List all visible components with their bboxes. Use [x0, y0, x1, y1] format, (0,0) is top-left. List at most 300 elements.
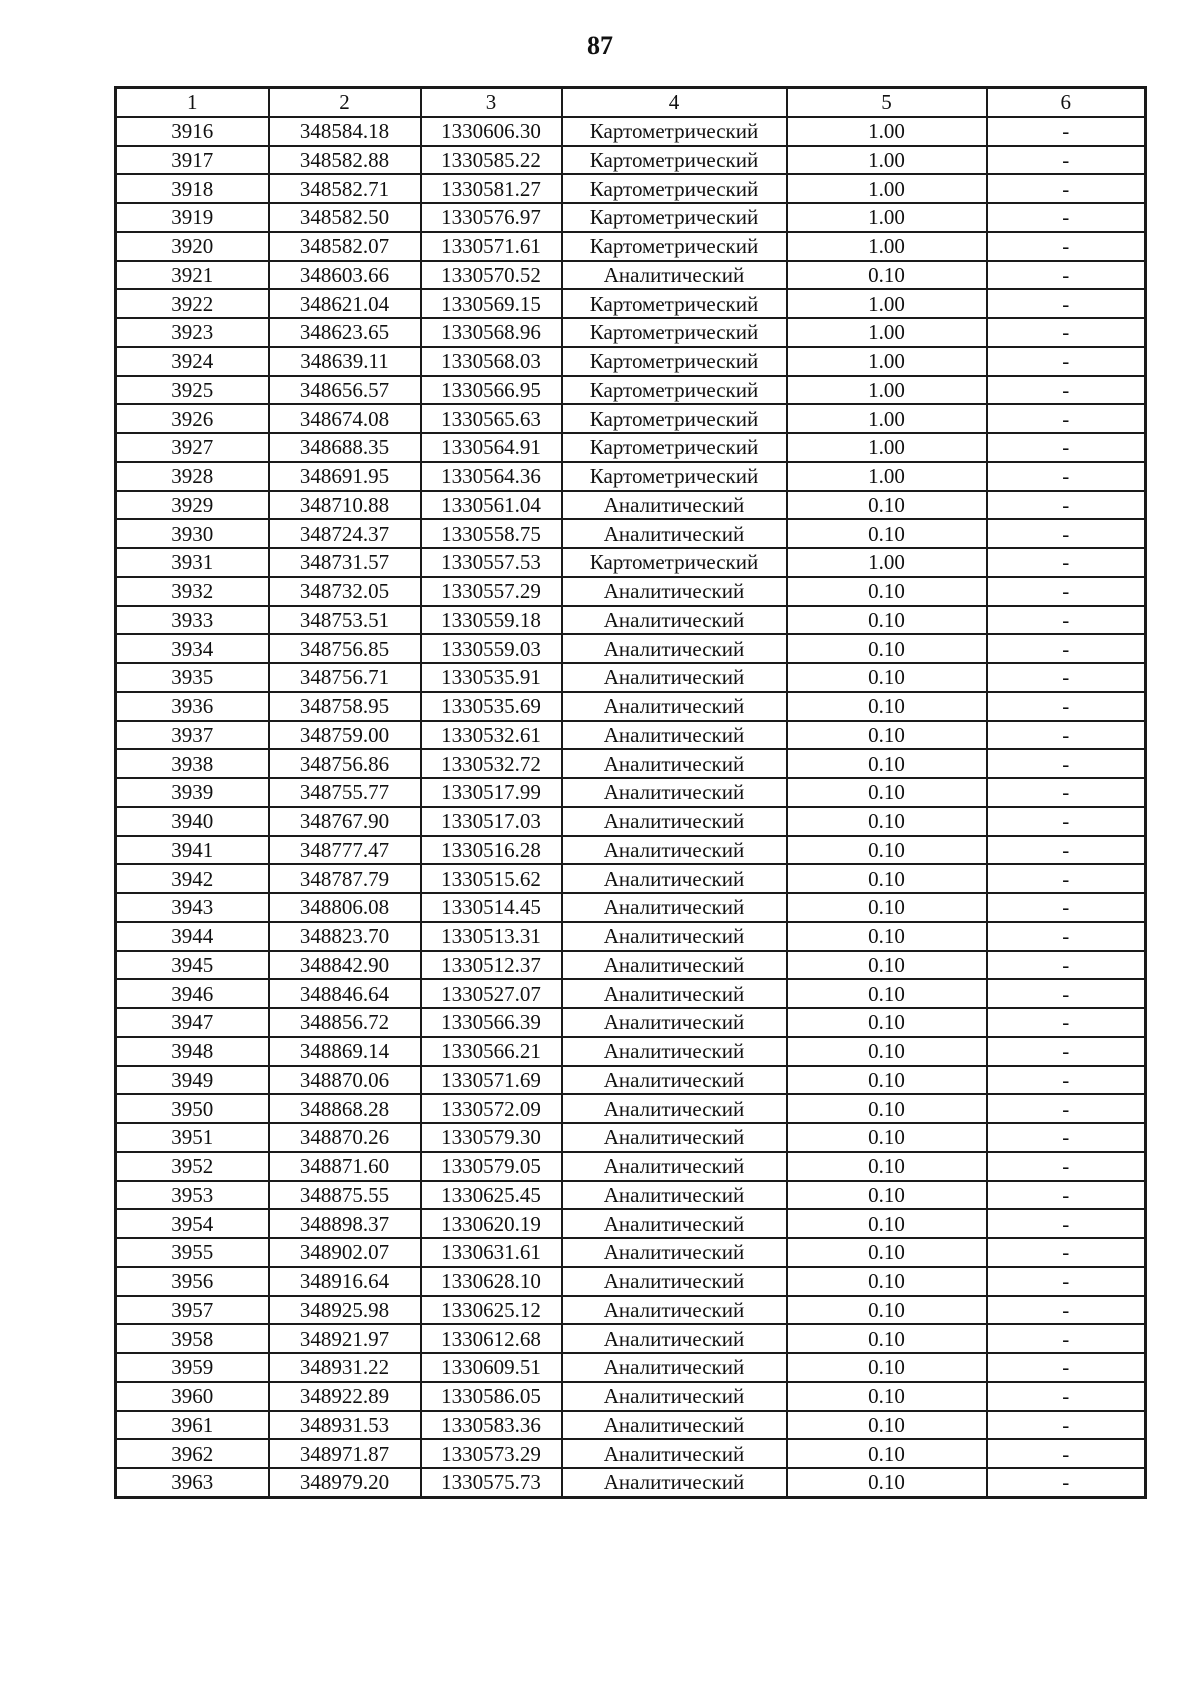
method-cell: Картометрический	[562, 347, 787, 376]
x-coordinate-cell: 348755.77	[269, 778, 421, 807]
y-coordinate-cell: 1330513.31	[421, 922, 562, 951]
method-cell: Аналитический	[562, 1267, 787, 1296]
column-header: 6	[987, 88, 1146, 117]
x-coordinate-cell: 348582.07	[269, 232, 421, 261]
table-row	[116, 376, 1146, 405]
table-row	[116, 1324, 1146, 1353]
note-cell: -	[987, 347, 1146, 376]
accuracy-cell: 1.00	[787, 404, 987, 433]
point-number-cell: 3934	[116, 634, 269, 663]
method-cell: Аналитический	[562, 261, 787, 290]
accuracy-cell: 0.10	[787, 519, 987, 548]
method-cell: Аналитический	[562, 577, 787, 606]
accuracy-cell: 1.00	[787, 376, 987, 405]
note-cell: -	[987, 1066, 1146, 1095]
point-number-cell: 3935	[116, 663, 269, 692]
note-cell: -	[987, 1439, 1146, 1468]
method-cell: Аналитический	[562, 1382, 787, 1411]
table-body	[116, 117, 1146, 1498]
table-header-row	[116, 88, 1146, 117]
y-coordinate-cell: 1330572.09	[421, 1094, 562, 1123]
method-cell: Аналитический	[562, 491, 787, 520]
accuracy-cell: 1.00	[787, 318, 987, 347]
x-coordinate-cell: 348756.71	[269, 663, 421, 692]
table-row	[116, 1209, 1146, 1238]
table-row	[116, 577, 1146, 606]
method-cell: Аналитический	[562, 893, 787, 922]
y-coordinate-cell: 1330575.73	[421, 1468, 562, 1497]
note-cell: -	[987, 922, 1146, 951]
column-header: 2	[269, 88, 421, 117]
x-coordinate-cell: 348871.60	[269, 1152, 421, 1181]
note-cell: -	[987, 1267, 1146, 1296]
method-cell: Картометрический	[562, 289, 787, 318]
method-cell: Аналитический	[562, 634, 787, 663]
x-coordinate-cell: 348856.72	[269, 1008, 421, 1037]
note-cell: -	[987, 318, 1146, 347]
point-number-cell: 3961	[116, 1411, 269, 1440]
note-cell: -	[987, 289, 1146, 318]
x-coordinate-cell: 348870.26	[269, 1123, 421, 1152]
y-coordinate-cell: 1330532.61	[421, 721, 562, 750]
table-row	[116, 548, 1146, 577]
method-cell: Аналитический	[562, 951, 787, 980]
x-coordinate-cell: 348846.64	[269, 979, 421, 1008]
table-row	[116, 1382, 1146, 1411]
method-cell: Аналитический	[562, 864, 787, 893]
method-cell: Картометрический	[562, 376, 787, 405]
y-coordinate-cell: 1330579.05	[421, 1152, 562, 1181]
y-coordinate-cell: 1330566.95	[421, 376, 562, 405]
note-cell: -	[987, 606, 1146, 635]
x-coordinate-cell: 348639.11	[269, 347, 421, 376]
method-cell: Аналитический	[562, 606, 787, 635]
table-row	[116, 318, 1146, 347]
note-cell: -	[987, 951, 1146, 980]
point-number-cell: 3943	[116, 893, 269, 922]
accuracy-cell: 1.00	[787, 462, 987, 491]
accuracy-cell: 0.10	[787, 606, 987, 635]
point-number-cell: 3942	[116, 864, 269, 893]
x-coordinate-cell: 348931.22	[269, 1353, 421, 1382]
method-cell: Аналитический	[562, 1066, 787, 1095]
point-number-cell: 3930	[116, 519, 269, 548]
method-cell: Аналитический	[562, 692, 787, 721]
note-cell: -	[987, 491, 1146, 520]
point-number-cell: 3929	[116, 491, 269, 520]
table-row	[116, 117, 1146, 146]
point-number-cell: 3936	[116, 692, 269, 721]
accuracy-cell: 0.10	[787, 807, 987, 836]
note-cell: -	[987, 1209, 1146, 1238]
x-coordinate-cell: 348674.08	[269, 404, 421, 433]
method-cell: Аналитический	[562, 1037, 787, 1066]
note-cell: -	[987, 1411, 1146, 1440]
table-row	[116, 979, 1146, 1008]
point-number-cell: 3916	[116, 117, 269, 146]
table-row	[116, 1094, 1146, 1123]
accuracy-cell: 0.10	[787, 778, 987, 807]
accuracy-cell: 1.00	[787, 117, 987, 146]
table-row	[116, 519, 1146, 548]
note-cell: -	[987, 117, 1146, 146]
point-number-cell: 3950	[116, 1094, 269, 1123]
note-cell: -	[987, 979, 1146, 1008]
accuracy-cell: 0.10	[787, 893, 987, 922]
point-number-cell: 3918	[116, 174, 269, 203]
point-number-cell: 3948	[116, 1037, 269, 1066]
method-cell: Аналитический	[562, 778, 787, 807]
x-coordinate-cell: 348916.64	[269, 1267, 421, 1296]
method-cell: Аналитический	[562, 1411, 787, 1440]
table-row	[116, 404, 1146, 433]
y-coordinate-cell: 1330583.36	[421, 1411, 562, 1440]
point-number-cell: 3940	[116, 807, 269, 836]
point-number-cell: 3958	[116, 1324, 269, 1353]
x-coordinate-cell: 348767.90	[269, 807, 421, 836]
x-coordinate-cell: 348875.55	[269, 1181, 421, 1210]
method-cell: Аналитический	[562, 1324, 787, 1353]
y-coordinate-cell: 1330612.68	[421, 1324, 562, 1353]
y-coordinate-cell: 1330576.97	[421, 203, 562, 232]
x-coordinate-cell: 348902.07	[269, 1238, 421, 1267]
note-cell: -	[987, 807, 1146, 836]
method-cell: Аналитический	[562, 1181, 787, 1210]
x-coordinate-cell: 348732.05	[269, 577, 421, 606]
point-number-cell: 3939	[116, 778, 269, 807]
y-coordinate-cell: 1330566.39	[421, 1008, 562, 1037]
x-coordinate-cell: 348582.71	[269, 174, 421, 203]
y-coordinate-cell: 1330573.29	[421, 1439, 562, 1468]
note-cell: -	[987, 261, 1146, 290]
y-coordinate-cell: 1330557.29	[421, 577, 562, 606]
table-row	[116, 146, 1146, 175]
table-row	[116, 1411, 1146, 1440]
y-coordinate-cell: 1330565.63	[421, 404, 562, 433]
method-cell: Картометрический	[562, 404, 787, 433]
method-cell: Аналитический	[562, 836, 787, 865]
note-cell: -	[987, 663, 1146, 692]
y-coordinate-cell: 1330535.69	[421, 692, 562, 721]
accuracy-cell: 1.00	[787, 232, 987, 261]
point-number-cell: 3957	[116, 1296, 269, 1325]
y-coordinate-cell: 1330558.75	[421, 519, 562, 548]
note-cell: -	[987, 174, 1146, 203]
x-coordinate-cell: 348842.90	[269, 951, 421, 980]
note-cell: -	[987, 1181, 1146, 1210]
table-row	[116, 864, 1146, 893]
x-coordinate-cell: 348777.47	[269, 836, 421, 865]
table-row	[116, 922, 1146, 951]
point-number-cell: 3946	[116, 979, 269, 1008]
method-cell: Аналитический	[562, 663, 787, 692]
point-number-cell: 3960	[116, 1382, 269, 1411]
x-coordinate-cell: 348979.20	[269, 1468, 421, 1497]
note-cell: -	[987, 1094, 1146, 1123]
method-cell: Аналитический	[562, 1468, 787, 1497]
x-coordinate-cell: 348731.57	[269, 548, 421, 577]
note-cell: -	[987, 1353, 1146, 1382]
point-number-cell: 3920	[116, 232, 269, 261]
accuracy-cell: 0.10	[787, 261, 987, 290]
method-cell: Аналитический	[562, 749, 787, 778]
note-cell: -	[987, 1037, 1146, 1066]
x-coordinate-cell: 348869.14	[269, 1037, 421, 1066]
table-row	[116, 1181, 1146, 1210]
method-cell: Аналитический	[562, 1439, 787, 1468]
accuracy-cell: 0.10	[787, 577, 987, 606]
point-number-cell: 3959	[116, 1353, 269, 1382]
note-cell: -	[987, 1324, 1146, 1353]
note-cell: -	[987, 519, 1146, 548]
accuracy-cell: 1.00	[787, 433, 987, 462]
y-coordinate-cell: 1330625.12	[421, 1296, 562, 1325]
y-coordinate-cell: 1330628.10	[421, 1267, 562, 1296]
table-row	[116, 491, 1146, 520]
note-cell: -	[987, 1296, 1146, 1325]
accuracy-cell: 1.00	[787, 174, 987, 203]
point-number-cell: 3919	[116, 203, 269, 232]
table-row	[116, 1152, 1146, 1181]
accuracy-cell: 0.10	[787, 1267, 987, 1296]
method-cell: Аналитический	[562, 1094, 787, 1123]
note-cell: -	[987, 203, 1146, 232]
note-cell: -	[987, 1123, 1146, 1152]
note-cell: -	[987, 634, 1146, 663]
note-cell: -	[987, 1008, 1146, 1037]
y-coordinate-cell: 1330559.03	[421, 634, 562, 663]
table-row	[116, 1037, 1146, 1066]
table-row	[116, 1468, 1146, 1497]
point-number-cell: 3954	[116, 1209, 269, 1238]
point-number-cell: 3917	[116, 146, 269, 175]
point-number-cell: 3951	[116, 1123, 269, 1152]
y-coordinate-cell: 1330571.69	[421, 1066, 562, 1095]
x-coordinate-cell: 348925.98	[269, 1296, 421, 1325]
table-row	[116, 1267, 1146, 1296]
y-coordinate-cell: 1330564.36	[421, 462, 562, 491]
table-row	[116, 289, 1146, 318]
x-coordinate-cell: 348759.00	[269, 721, 421, 750]
point-number-cell: 3963	[116, 1468, 269, 1497]
table-row	[116, 749, 1146, 778]
accuracy-cell: 0.10	[787, 1238, 987, 1267]
accuracy-cell: 0.10	[787, 922, 987, 951]
method-cell: Аналитический	[562, 1209, 787, 1238]
y-coordinate-cell: 1330570.52	[421, 261, 562, 290]
point-number-cell: 3962	[116, 1439, 269, 1468]
accuracy-cell: 0.10	[787, 1353, 987, 1382]
note-cell: -	[987, 692, 1146, 721]
x-coordinate-cell: 348931.53	[269, 1411, 421, 1440]
method-cell: Аналитический	[562, 979, 787, 1008]
table-row	[116, 1008, 1146, 1037]
table-row	[116, 347, 1146, 376]
accuracy-cell: 0.10	[787, 692, 987, 721]
method-cell: Картометрический	[562, 462, 787, 491]
point-number-cell: 3931	[116, 548, 269, 577]
method-cell: Картометрический	[562, 318, 787, 347]
note-cell: -	[987, 1238, 1146, 1267]
table-row	[116, 836, 1146, 865]
y-coordinate-cell: 1330512.37	[421, 951, 562, 980]
table-row	[116, 1296, 1146, 1325]
page-number: 87	[587, 31, 613, 60]
x-coordinate-cell: 348756.86	[269, 749, 421, 778]
accuracy-cell: 0.10	[787, 1066, 987, 1095]
column-header: 4	[562, 88, 787, 117]
table-row	[116, 174, 1146, 203]
note-cell: -	[987, 749, 1146, 778]
y-coordinate-cell: 1330568.96	[421, 318, 562, 347]
table-row	[116, 1066, 1146, 1095]
y-coordinate-cell: 1330557.53	[421, 548, 562, 577]
y-coordinate-cell: 1330517.03	[421, 807, 562, 836]
method-cell: Аналитический	[562, 1008, 787, 1037]
table-row	[116, 433, 1146, 462]
point-number-cell: 3927	[116, 433, 269, 462]
point-number-cell: 3925	[116, 376, 269, 405]
y-coordinate-cell: 1330569.15	[421, 289, 562, 318]
note-cell: -	[987, 778, 1146, 807]
y-coordinate-cell: 1330631.61	[421, 1238, 562, 1267]
accuracy-cell: 0.10	[787, 1123, 987, 1152]
note-cell: -	[987, 1468, 1146, 1497]
method-cell: Картометрический	[562, 548, 787, 577]
x-coordinate-cell: 348584.18	[269, 117, 421, 146]
accuracy-cell: 0.10	[787, 979, 987, 1008]
y-coordinate-cell: 1330579.30	[421, 1123, 562, 1152]
y-coordinate-cell: 1330559.18	[421, 606, 562, 635]
point-number-cell: 3956	[116, 1267, 269, 1296]
point-number-cell: 3949	[116, 1066, 269, 1095]
y-coordinate-cell: 1330620.19	[421, 1209, 562, 1238]
point-number-cell: 3921	[116, 261, 269, 290]
point-number-cell: 3922	[116, 289, 269, 318]
accuracy-cell: 0.10	[787, 1037, 987, 1066]
accuracy-cell: 0.10	[787, 749, 987, 778]
y-coordinate-cell: 1330625.45	[421, 1181, 562, 1210]
x-coordinate-cell: 348870.06	[269, 1066, 421, 1095]
method-cell: Аналитический	[562, 519, 787, 548]
accuracy-cell: 1.00	[787, 203, 987, 232]
x-coordinate-cell: 348921.97	[269, 1324, 421, 1353]
note-cell: -	[987, 1382, 1146, 1411]
method-cell: Картометрический	[562, 203, 787, 232]
x-coordinate-cell: 348603.66	[269, 261, 421, 290]
accuracy-cell: 1.00	[787, 146, 987, 175]
y-coordinate-cell: 1330571.61	[421, 232, 562, 261]
x-coordinate-cell: 348922.89	[269, 1382, 421, 1411]
y-coordinate-cell: 1330609.51	[421, 1353, 562, 1382]
table-row	[116, 1439, 1146, 1468]
accuracy-cell: 1.00	[787, 289, 987, 318]
accuracy-cell: 0.10	[787, 1094, 987, 1123]
y-coordinate-cell: 1330566.21	[421, 1037, 562, 1066]
method-cell: Аналитический	[562, 1123, 787, 1152]
point-number-cell: 3923	[116, 318, 269, 347]
method-cell: Картометрический	[562, 433, 787, 462]
x-coordinate-cell: 348753.51	[269, 606, 421, 635]
accuracy-cell: 0.10	[787, 491, 987, 520]
method-cell: Аналитический	[562, 807, 787, 836]
accuracy-cell: 0.10	[787, 1439, 987, 1468]
column-header: 1	[116, 88, 269, 117]
x-coordinate-cell: 348710.88	[269, 491, 421, 520]
table-row	[116, 721, 1146, 750]
note-cell: -	[987, 433, 1146, 462]
note-cell: -	[987, 548, 1146, 577]
accuracy-cell: 0.10	[787, 1296, 987, 1325]
y-coordinate-cell: 1330516.28	[421, 836, 562, 865]
y-coordinate-cell: 1330514.45	[421, 893, 562, 922]
note-cell: -	[987, 1152, 1146, 1181]
table-row	[116, 778, 1146, 807]
accuracy-cell: 0.10	[787, 1181, 987, 1210]
x-coordinate-cell: 348758.95	[269, 692, 421, 721]
note-cell: -	[987, 404, 1146, 433]
accuracy-cell: 0.10	[787, 951, 987, 980]
accuracy-cell: 0.10	[787, 1468, 987, 1497]
y-coordinate-cell: 1330535.91	[421, 663, 562, 692]
x-coordinate-cell: 348756.85	[269, 634, 421, 663]
note-cell: -	[987, 376, 1146, 405]
x-coordinate-cell: 348582.50	[269, 203, 421, 232]
column-header: 3	[421, 88, 562, 117]
accuracy-cell: 0.10	[787, 1411, 987, 1440]
accuracy-cell: 0.10	[787, 721, 987, 750]
method-cell: Картометрический	[562, 146, 787, 175]
y-coordinate-cell: 1330564.91	[421, 433, 562, 462]
point-number-cell: 3953	[116, 1181, 269, 1210]
x-coordinate-cell: 348656.57	[269, 376, 421, 405]
x-coordinate-cell: 348787.79	[269, 864, 421, 893]
table-row	[116, 893, 1146, 922]
method-cell: Картометрический	[562, 174, 787, 203]
point-number-cell: 3938	[116, 749, 269, 778]
x-coordinate-cell: 348898.37	[269, 1209, 421, 1238]
point-number-cell: 3952	[116, 1152, 269, 1181]
x-coordinate-cell: 348724.37	[269, 519, 421, 548]
x-coordinate-cell: 348806.08	[269, 893, 421, 922]
column-header: 5	[787, 88, 987, 117]
y-coordinate-cell: 1330581.27	[421, 174, 562, 203]
point-number-cell: 3945	[116, 951, 269, 980]
table-row	[116, 203, 1146, 232]
y-coordinate-cell: 1330585.22	[421, 146, 562, 175]
y-coordinate-cell: 1330568.03	[421, 347, 562, 376]
table-row	[116, 1238, 1146, 1267]
accuracy-cell: 0.10	[787, 1382, 987, 1411]
accuracy-cell: 1.00	[787, 548, 987, 577]
method-cell: Картометрический	[562, 117, 787, 146]
point-number-cell: 3932	[116, 577, 269, 606]
point-number-cell: 3947	[116, 1008, 269, 1037]
table-row	[116, 261, 1146, 290]
point-number-cell: 3926	[116, 404, 269, 433]
accuracy-cell: 0.10	[787, 836, 987, 865]
method-cell: Аналитический	[562, 1353, 787, 1382]
accuracy-cell: 0.10	[787, 634, 987, 663]
method-cell: Аналитический	[562, 721, 787, 750]
x-coordinate-cell: 348868.28	[269, 1094, 421, 1123]
x-coordinate-cell: 348823.70	[269, 922, 421, 951]
method-cell: Аналитический	[562, 1152, 787, 1181]
method-cell: Картометрический	[562, 232, 787, 261]
accuracy-cell: 0.10	[787, 663, 987, 692]
x-coordinate-cell: 348971.87	[269, 1439, 421, 1468]
table-row	[116, 462, 1146, 491]
